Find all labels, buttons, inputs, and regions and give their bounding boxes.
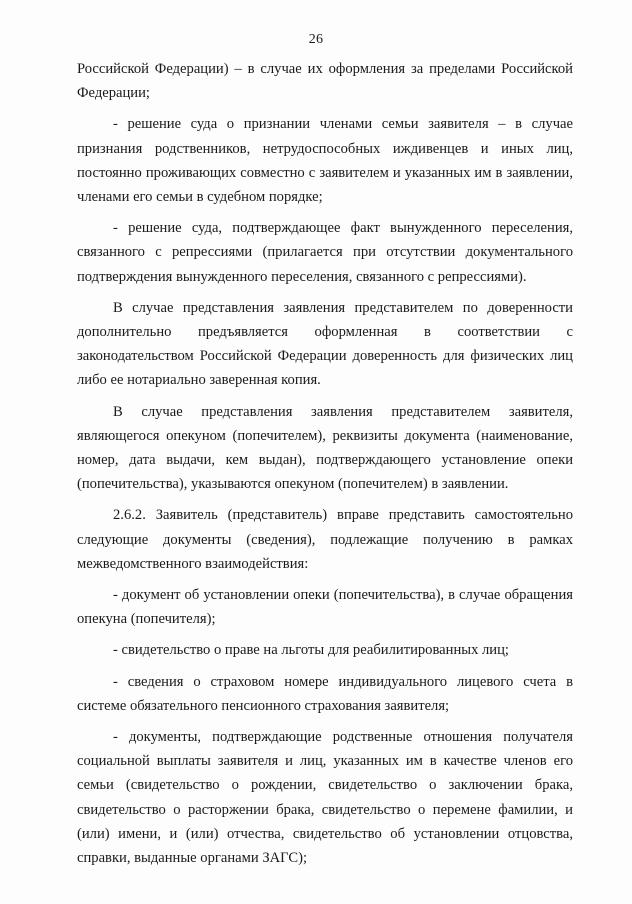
document-body xyxy=(77,57,573,870)
page-number: 26 xyxy=(308,32,324,47)
list-item-guardianship-document: - документ об установлении опеки (попечительства), в случае обращения опекуна (попечителя); xyxy=(77,587,573,628)
paragraph-court-decision-resettlement: - решение суда, подтверждающее факт вынужденного переселения, связанного с репрессиями (прилагается при отсутствии документального подтверждения вынужденного переселения, связанного с репрессиями). xyxy=(77,220,573,285)
list-item-insurance-number: - сведения о страховом номере индивидуального лицевого счета в системе обязательного пенсионного страхования заявителя; xyxy=(77,673,573,714)
paragraph-representative-power-of-attorney: В случае представления заявления представителем по доверенности дополнительно предъявляется оформленная в соответствии с законодательством Российской Федерации доверенность для физических лиц либо ее нотариально заверенная копия. xyxy=(77,299,573,389)
paragraph-representative-guardian: В случае представления заявления представителем заявителя, являющегося опекуном (попечителем), реквизиты документа (наименование, номер, дата выдачи, кем выдан), подтверждающего установление опеки (попечительства), указываются опекуном (попечителем) в заявлении. xyxy=(77,403,573,493)
paragraph-court-decision-family: - решение суда о признании членами семьи заявителя – в случае признания родственников, нетрудоспособных иждивенцев и иных лиц, постоянно проживающих совместно с заявителем и указанных им в заявлении, членами его семьи в судебном порядке; xyxy=(77,116,573,206)
list-item-benefits-certificate: - свидетельство о праве на льготы для реабилитированных лиц; xyxy=(113,642,509,659)
paragraph-continuation: Российской Федерации) – в случае их оформления за пределами Российской Федерации; xyxy=(77,61,573,102)
list-item-kinship-documents: - документы, подтверждающие родственные отношения получателя социальной выплаты заявителя и лиц, указанных им в качестве членов его семьи (свидетельство о рождении, свидетельство о заключении брака, свидетельство о расторжении брака, свидетельство о перемене фамилии, и (или) имени, и (или) отчества, свидетельство об установлении отцовства, справки, выданные органами ЗАГС); xyxy=(77,729,573,867)
paragraph-section-2-6-2: 2.6.2. Заявитель (представитель) вправе представить самостоятельно следующие документы (сведения), подлежащие получению в рамках межведомственного взаимодействия: xyxy=(77,507,573,572)
